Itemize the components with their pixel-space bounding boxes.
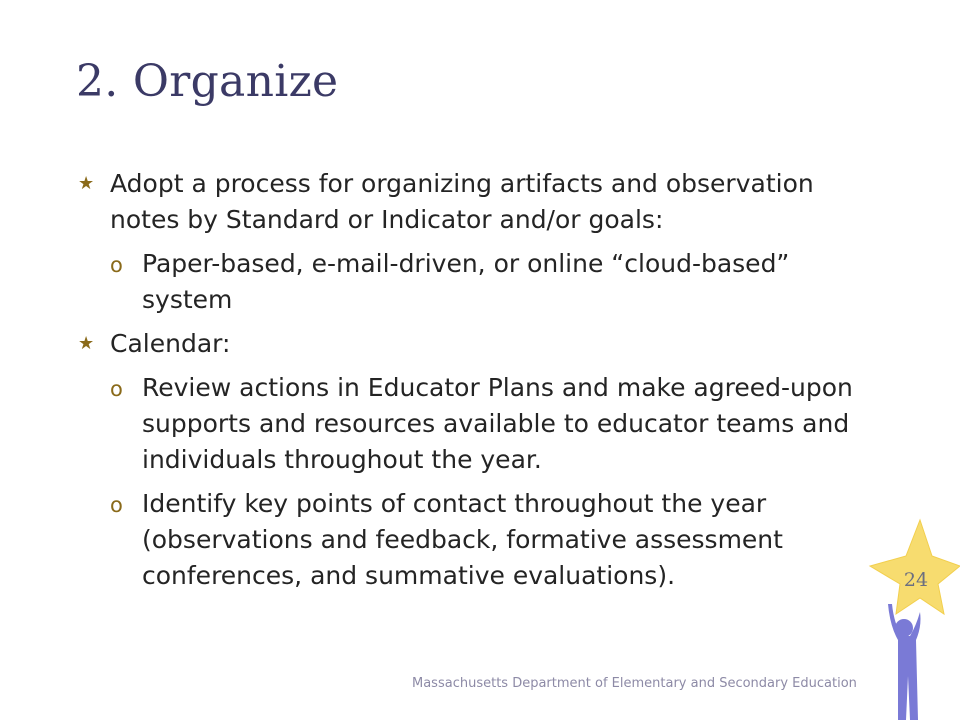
sub-bullet-item xyxy=(78,486,868,594)
circle-bullet-icon: o xyxy=(110,377,123,401)
circle-bullet-icon: o xyxy=(110,493,123,517)
bullet-item xyxy=(78,166,868,238)
star-icon xyxy=(870,520,960,614)
bullet-text: Calendar: xyxy=(110,329,231,358)
sub-bullet-text: Paper-based, e-mail-driven, or online “cloud-based” system xyxy=(142,249,790,314)
sub-bullet-text: Review actions in Educator Plans and make agreed-upon supports and resources available to educator teams and individuals throughout the year. xyxy=(142,373,853,474)
bullet-text: Adopt a process for organizing artifacts and observation notes by Standard or Indicator and/or goals: xyxy=(110,169,814,234)
sub-bullet-item xyxy=(78,246,868,318)
sub-bullet-item xyxy=(78,370,868,478)
person-figure-icon xyxy=(888,604,921,720)
star-bullet-icon: ★ xyxy=(78,173,95,194)
bullet-list xyxy=(78,166,868,602)
bullet-item xyxy=(78,326,868,362)
star-bullet-icon: ★ xyxy=(78,333,95,354)
footer-text: Massachusetts Department of Elementary and Secondary Education xyxy=(412,676,857,691)
star-figure-logo-icon xyxy=(858,516,960,720)
slide-title: 2. Organize xyxy=(76,56,339,107)
sub-bullet-text: Identify key points of contact throughout the year (observations and feedback, formative assessment conferences, and summative evaluations). xyxy=(142,489,783,590)
circle-bullet-icon: o xyxy=(110,253,123,277)
page-number: 24 xyxy=(903,569,929,591)
